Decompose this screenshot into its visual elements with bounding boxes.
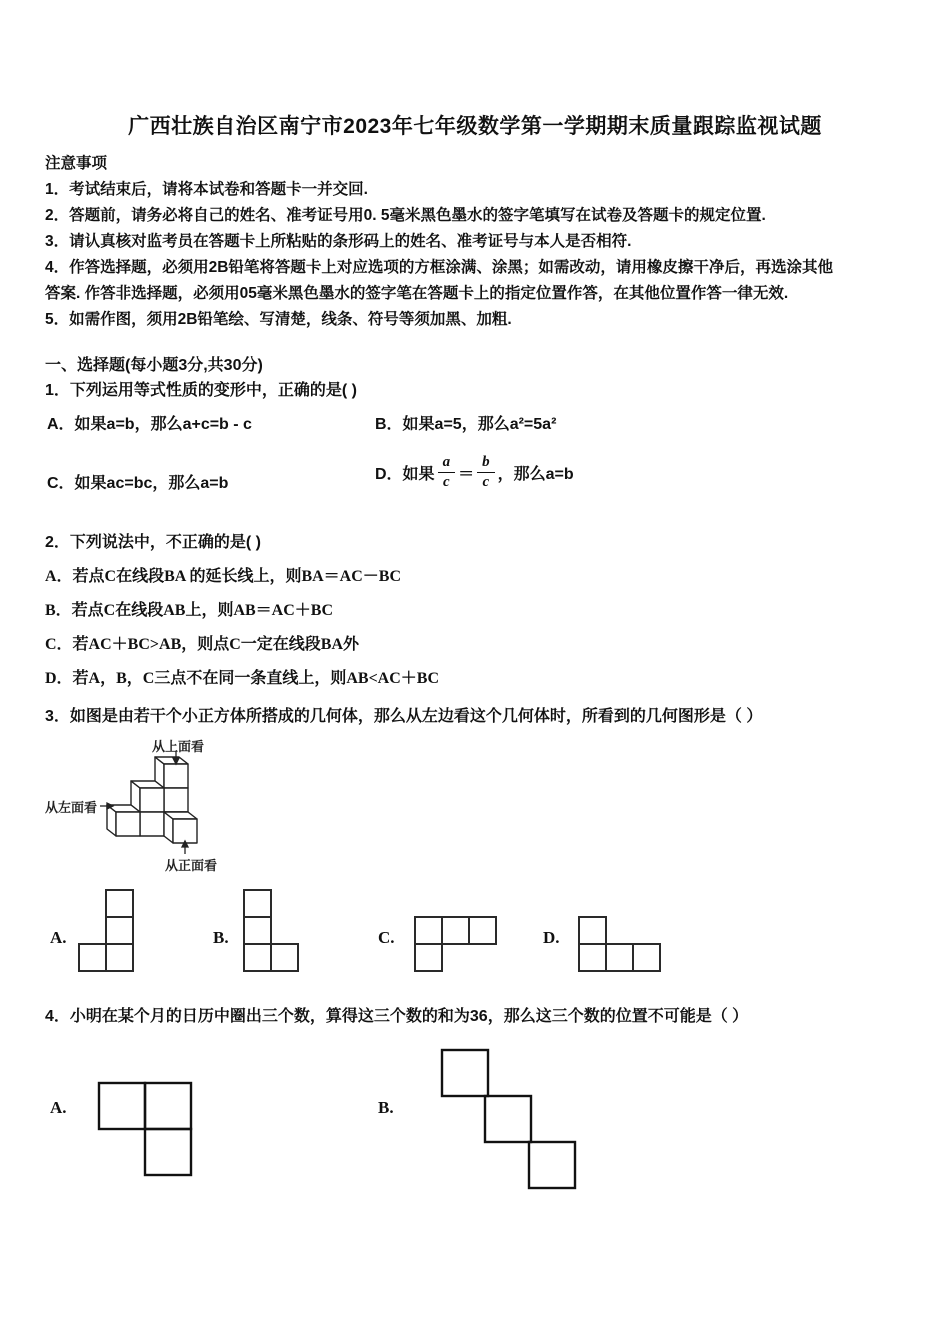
grid-cell: [441, 916, 470, 945]
notice-heading: 注意事项: [45, 155, 108, 172]
fraction-numerator: b: [477, 454, 495, 473]
q3-option-a-label: A.: [50, 928, 67, 947]
q4-option-b-label: B.: [378, 1098, 394, 1117]
q3-option-d-shape: [578, 916, 661, 972]
q1-option-c: C．如果ac=bc，那么a=b: [47, 475, 229, 492]
q3-option-c-shape: [414, 916, 497, 972]
q3-stem: 3．如图是由若干个小正方体所搭成的几何体，那么从左边看这个几何体时，所看到的几何图形是（ ）: [45, 708, 763, 725]
q4-stem: 4．小明在某个月的日历中圈出三个数，算得这三个数的和为36，那么这三个数的位置不可能是（ ）: [45, 1008, 749, 1025]
q2-stem: 2．下列说法中，不正确的是( ): [45, 534, 262, 551]
notice-line: 4．作答选择题，必须用2B铅笔将答题卡上对应选项的方框涂满、涂黑；如需改动，请用橡皮擦干净后，再选涂其他: [45, 259, 833, 276]
notice-line: 1．考试结束后，请将本试卷和答题卡一并交回.: [45, 181, 368, 198]
page-title: 广西壮族自治区南宁市2023年七年级数学第一学期期末质量跟踪监视试题: [128, 115, 822, 138]
q1-option-b: B．如果a=5，那么a²=5a²: [375, 416, 557, 433]
q2-option-d: D．若A，B，C三点不在同一条直线上，则AB<AC＋BC: [45, 670, 440, 687]
grid-cell: [414, 916, 443, 945]
grid-cell: [414, 943, 443, 972]
notice-line: 3．请认真核对监考员在答题卡上所粘贴的条形码上的姓名、准考证号与本人是否相符.: [45, 233, 632, 250]
grid-cell: [243, 916, 272, 945]
q2-option-c: C．若AC＋BC>AB，则点C一定在线段BA外: [45, 636, 360, 653]
top-view-label: 从上面看: [152, 739, 205, 754]
q3-option-d-label: D.: [543, 928, 560, 947]
q3-option-b-shape: [243, 889, 299, 972]
grid-cell: [578, 943, 607, 972]
grid-cell: [105, 943, 134, 972]
fraction-denominator: c: [442, 473, 450, 490]
q1-fraction-1: [438, 454, 456, 491]
grid-cell: [468, 916, 497, 945]
q3-option-a-shape: [78, 889, 134, 972]
grid-cell: [243, 943, 272, 972]
grid-cell: [605, 943, 634, 972]
grid-cell: [105, 916, 134, 945]
q4-option-b-figure: [440, 1048, 580, 1193]
notice-line: 5．如需作图，须用2B铅笔绘、写清楚，线条、符号等须加黑、加粗.: [45, 311, 512, 328]
grid-cell: [578, 916, 607, 945]
q1-option-d-equals: ＝: [458, 465, 475, 483]
left-view-label: 从左面看: [45, 800, 98, 815]
q1-option-d-prefix: D．如果: [375, 465, 435, 483]
notice-list: [45, 177, 833, 333]
front-view-label: 从正面看: [165, 858, 218, 873]
q3-option-c-label: C.: [378, 928, 395, 947]
q4-option-a-label: A.: [50, 1098, 67, 1117]
section-heading: 一、选择题(每小题3分,共30分): [45, 357, 263, 374]
q4-option-a-figure: [97, 1081, 197, 1181]
q3-cube-stack-figure: [100, 746, 270, 861]
grid-cell: [270, 943, 299, 972]
q1-stem: 1．下列运用等式性质的变形中，正确的是( ): [45, 382, 358, 399]
notice-line: 答案. 作答非选择题，必须用05毫米黑色墨水的签字笔在答题卡上的指定位置作答，在其他位置作答一律无效.: [45, 285, 789, 302]
q2-option-b: B．若点C在线段AB上，则AB＝AC＋BC: [45, 602, 334, 619]
grid-cell: [243, 889, 272, 918]
fraction-numerator: a: [438, 454, 456, 473]
q3-option-b-label: B.: [213, 928, 229, 947]
notice-line: 2．答题前，请务必将自己的姓名、准考证号用0. 5毫米黑色墨水的签字笔填写在试卷及答题卡的规定位置.: [45, 207, 766, 224]
grid-cell: [105, 889, 134, 918]
grid-cell: [78, 943, 107, 972]
q1-option-d-suffix: ，那么a=b: [497, 465, 574, 483]
fraction-denominator: c: [482, 473, 490, 490]
q1-option-a: A．如果a=b，那么a+c=b - c: [47, 416, 252, 433]
q1-fraction-2: [477, 454, 495, 491]
q2-option-a: A．若点C在线段BA 的延长线上，则BA＝AC－BC: [45, 568, 402, 585]
grid-cell: [632, 943, 661, 972]
q1-option-d: [375, 446, 574, 498]
